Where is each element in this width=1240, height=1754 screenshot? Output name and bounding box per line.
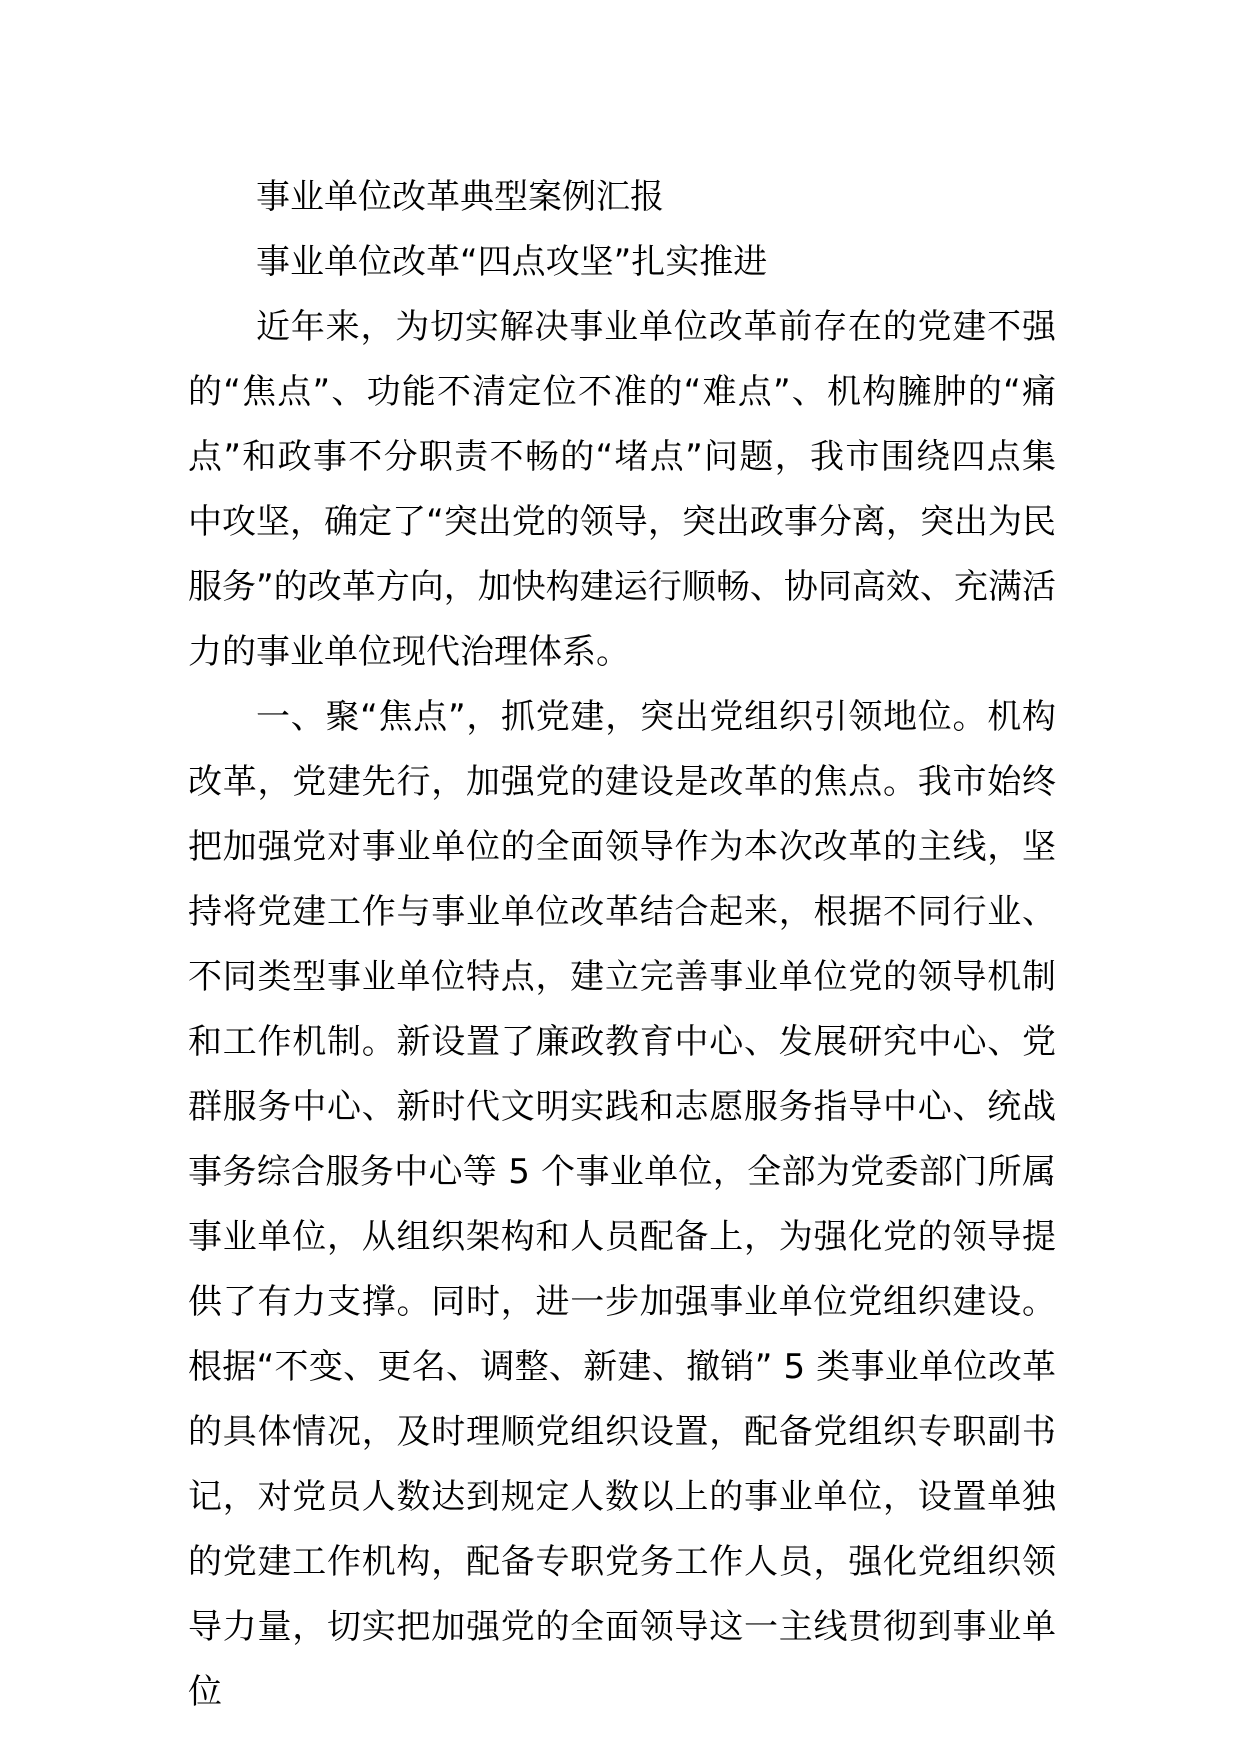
document-body [188,165,1056,1725]
document-subtitle: 事业单位改革“四点攻坚”扎实推进 [256,242,768,282]
paragraph-section-1: 一、聚“焦点”，抓党建，突出党组织引领地位。机构改革，党建先行，加强党的建设是改革的焦点。我市始终把加强党对事业单位的全面领导作为本次改革的主线，坚持将党建工作与事业单位改革结合起来，根据不同行业、不同类型事业单位特点，建立完善事业单位党的领导机制和工作机制。新设置了廉政教育中心、发展研究中心、党群服务中心、新时代文明实践和志愿服务指导中心、统战事务综合服务中心等 5 个事业单位，全部为党委部门所属事业单位，从组织架构和人员配备上，为强化党的领导提供了有力支撑。同时，进一步加强事业单位党组织建设。根据“不变、更名、调整、新建、撤销” 5 类事业单位改革的具体情况，及时理顺党组织设置，配备党组织专职副书记，对党员人数达到规定人数以上的事业单位，设置单独的党建工作机构，配备专职党务工作人员，强化党组织领导力量，切实把加强党的全面领导这一主线贯彻到事业单位 [188,697,1056,1712]
paragraph-intro: 近年来，为切实解决事业单位改革前存在的党建不强的“焦点”、功能不清定位不准的“难点”、机构臃肿的“痛点”和政事不分职责不畅的“堵点”问题，我市围绕四点集中攻坚，确定了“突出党的领导，突出政事分离，突出为民服务”的改革方向，加快构建运行顺畅、协同高效、充满活力的事业单位现代治理体系。 [188,307,1056,672]
document-title: 事业单位改革典型案例汇报 [256,177,664,217]
